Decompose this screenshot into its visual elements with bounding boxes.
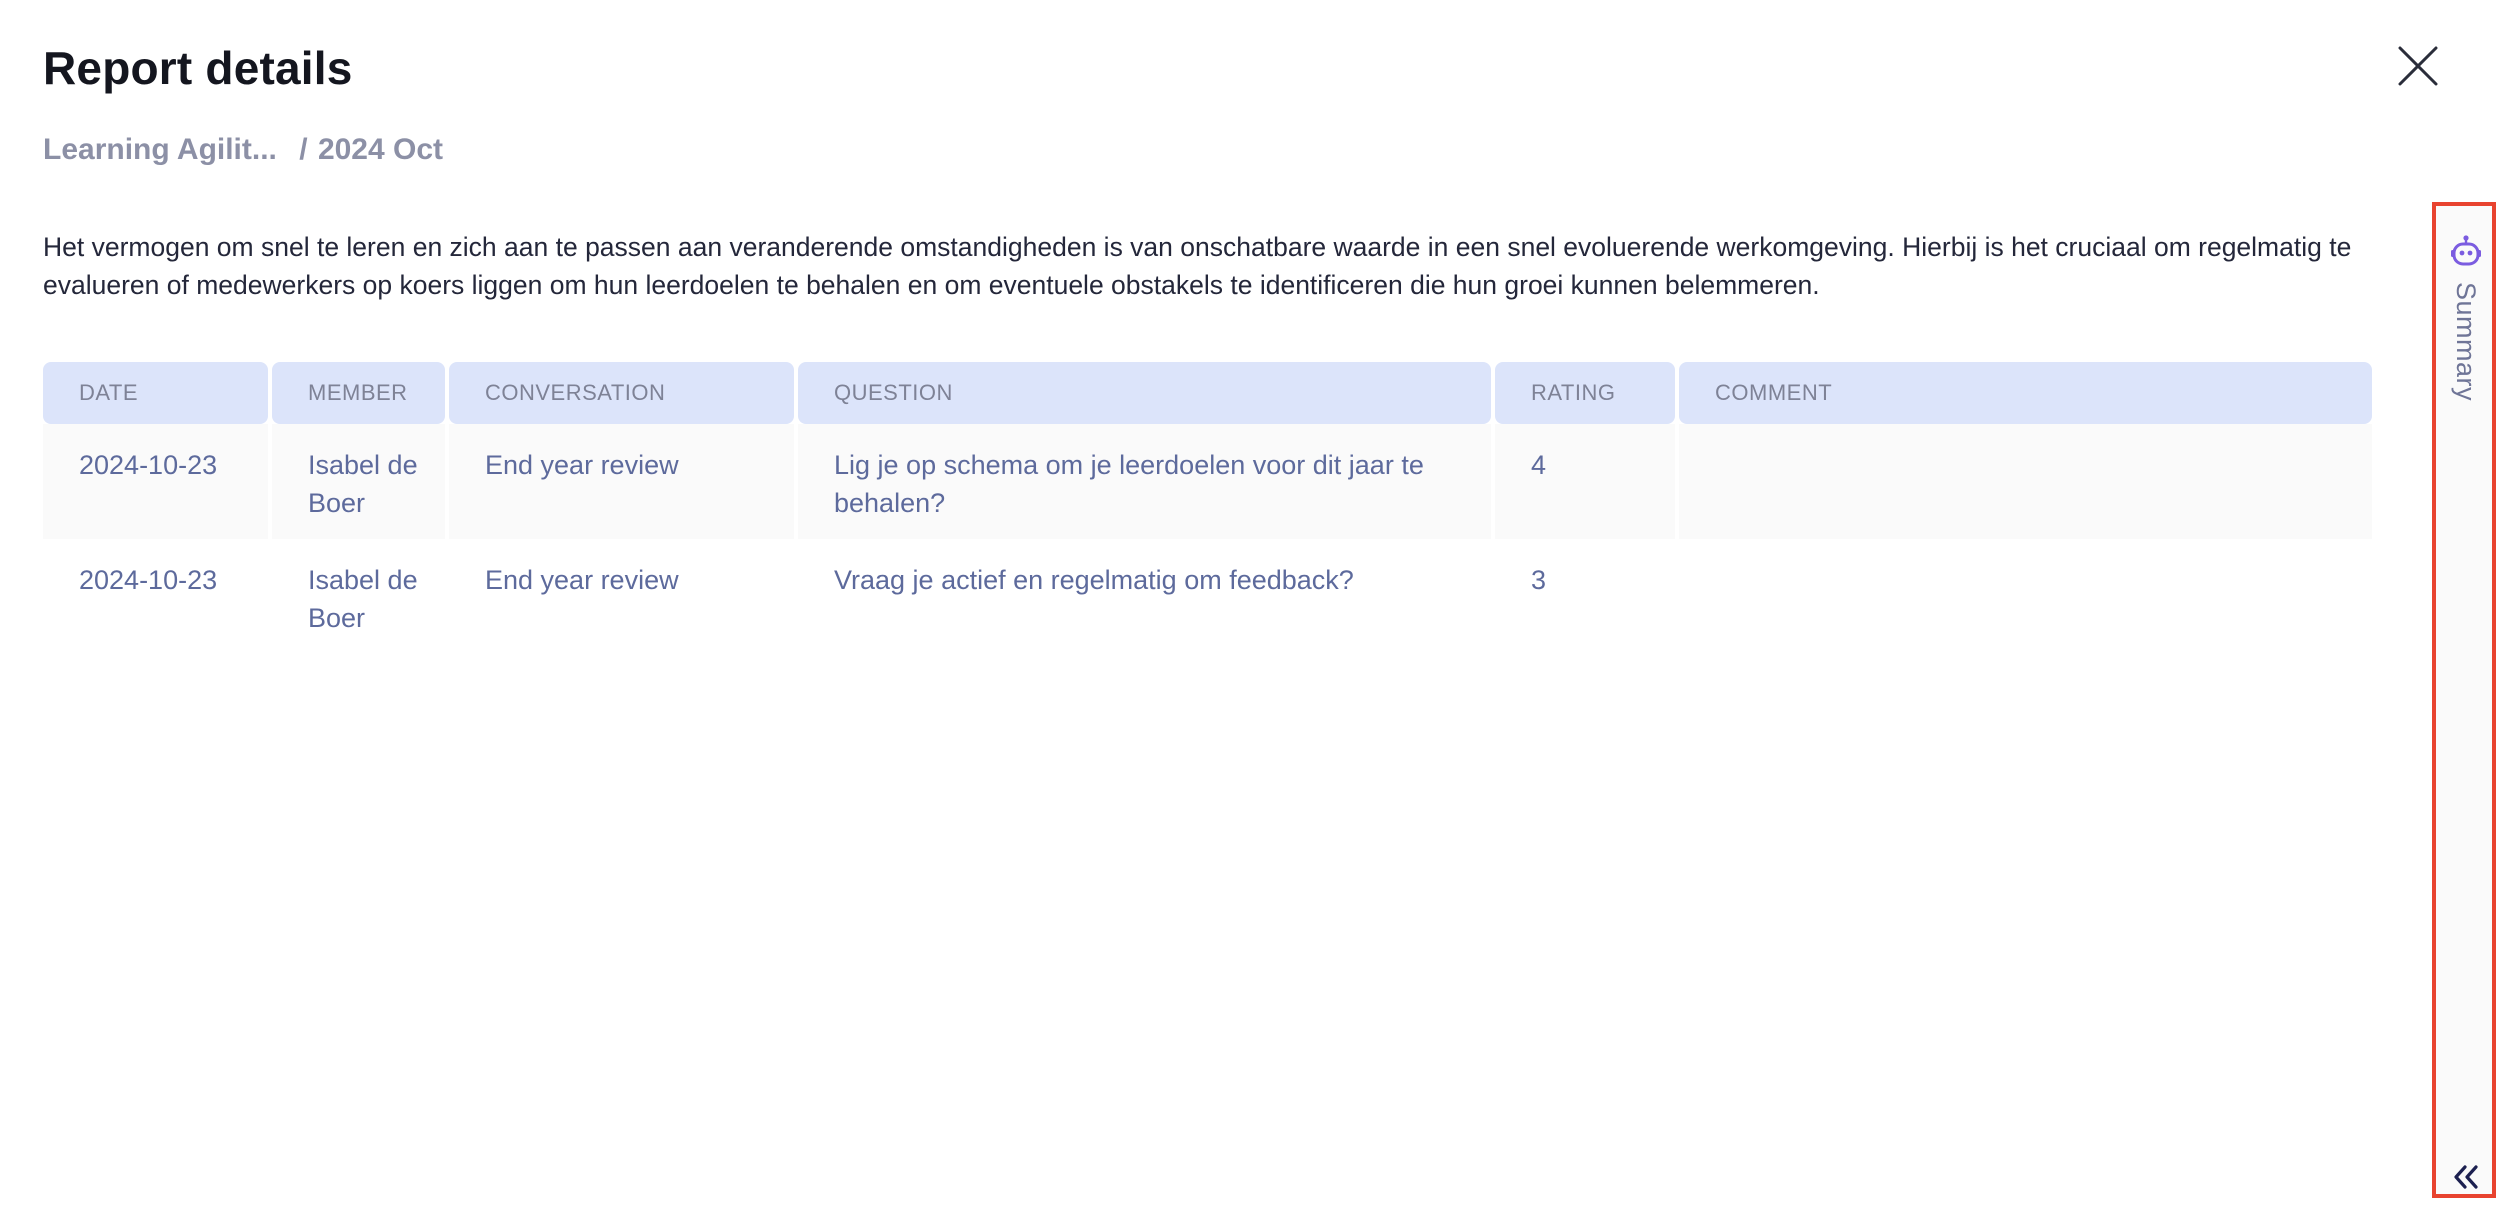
breadcrumb xyxy=(43,130,443,170)
cell-date: 2024-10-23 xyxy=(43,424,268,539)
cell-rating: 3 xyxy=(1495,539,1675,654)
report-description: Het vermogen om snel te leren en zich aan te passen aan veranderende omstandigheden is van onschatbare waarde in een snel evoluerende werkomgeving. Hierbij is het cruciaal om regelmatig te evalueren of medewerkers op koers liggen om hun leerdoelen te behalen en om eventuele obstakels te identificeren die hun groei kunnen belemmeren. xyxy=(43,232,2352,300)
robot-icon xyxy=(2451,234,2481,268)
column-header-conversation: CONVERSATION xyxy=(449,362,794,424)
table-row xyxy=(43,424,2370,539)
cell-comment xyxy=(1679,539,2372,654)
column-header-question: QUESTION xyxy=(798,362,1491,424)
cell-conversation: End year review xyxy=(449,539,794,654)
cell-member: Isabel de Boer xyxy=(272,539,445,654)
column-header-comment: COMMENT xyxy=(1679,362,2372,424)
double-chevron-left-icon xyxy=(2452,1164,2480,1190)
report-table xyxy=(43,362,2370,654)
column-header-member: MEMBER xyxy=(272,362,445,424)
table-header-row xyxy=(43,362,2370,424)
collapse-button[interactable] xyxy=(2452,1164,2480,1190)
summary-panel-toggle[interactable] xyxy=(2432,202,2496,1198)
dialog-title: Report details xyxy=(43,42,353,94)
close-icon xyxy=(2396,44,2440,88)
breadcrumb-parent[interactable]: Learning Agilit... xyxy=(43,133,277,166)
summary-label: Summary xyxy=(2451,282,2481,402)
cell-conversation: End year review xyxy=(449,424,794,539)
cell-rating: 4 xyxy=(1495,424,1675,539)
column-header-rating: RATING xyxy=(1495,362,1675,424)
close-button[interactable] xyxy=(2396,44,2440,88)
cell-date: 2024-10-23 xyxy=(43,539,268,654)
cell-question: Lig je op schema om je leerdoelen voor dit jaar te behalen? xyxy=(798,424,1491,539)
column-header-date: DATE xyxy=(43,362,268,424)
cell-member: Isabel de Boer xyxy=(272,424,445,539)
cell-question: Vraag je actief en regelmatig om feedback? xyxy=(798,539,1491,654)
table-row xyxy=(43,539,2370,654)
breadcrumb-current: 2024 Oct xyxy=(317,133,444,166)
breadcrumb-separator: / xyxy=(299,133,308,166)
cell-comment xyxy=(1679,424,2372,539)
